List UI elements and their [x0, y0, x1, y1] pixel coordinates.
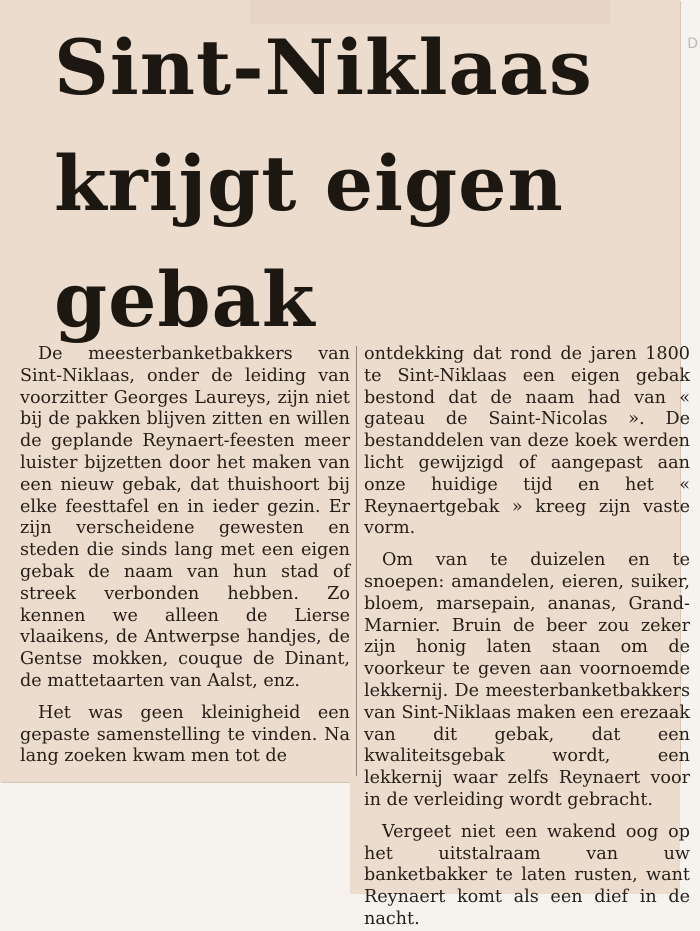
headline-line-1: Sint-Niklaas	[54, 23, 593, 112]
article-column-right	[364, 344, 690, 931]
article-paragraph: ontdekking dat rond de jaren 1800 te Sint-Niklaas een eigen gebak bestond dat de naam had van « gateau de Saint-Nicolas ». De bestanddelen van deze koek werden licht gewijzigd of aangepast aan onze huidige tijd en het « Reynaertgebak » kreeg zijn vaste vorm.	[364, 344, 690, 539]
article-paragraph: Het was geen kleinigheid een gepaste samenstelling te vinden. Na lang zoeken kwam men tot de	[20, 702, 350, 767]
column-divider	[356, 346, 357, 776]
headline-line-2: krijgt eigen	[54, 139, 564, 228]
headline	[54, 10, 654, 358]
article-column-left	[20, 344, 350, 768]
headline-line-3: gebak	[54, 255, 316, 344]
article-paragraph: De meesterbanketbakkers van Sint-Niklaas, onder de leiding van voorzitter Georges Laureys, zijn niet bij de pakken blijven zitten en willen de geplande Reynaert-feesten meer luister bijzetten door het maken van een nieuw gebak, dat thuishoort bij elke feesttafel en in ieder gezin. Er zijn verscheidene gewesten en steden die sinds lang met een eigen gebak de naam van hun stad of streek verbonden hebben. Zo kennen we alleen de Lierse vlaaikens, de Antwerpse handjes, de Gentse mokken, couque de Dinant, de mattetaarten van Aalst, enz.	[20, 344, 350, 691]
edge-mark: D	[687, 36, 698, 52]
article-paragraph: Vergeet niet een wakend oog op het uitstalraam van uw banketbakker te laten rusten, want Reynaert komt als een dief in de nacht.	[364, 821, 690, 929]
article-paragraph: Om van te duizelen en te snoepen: amandelen, eieren, suiker, bloem, marsepain, ananas, Grand-Marnier. Bruin de beer zou zeker zijn honig laten staan om de voorkeur te geven aan voornoemde lekkernij. De meesterbanketbakkers van Sint-Niklaas maken een erezaak van dit gebak, dat een kwaliteitsgebak wordt, een lekkernij waar zelfs Reynaert voor in de verleiding wordt gebracht.	[364, 550, 690, 810]
